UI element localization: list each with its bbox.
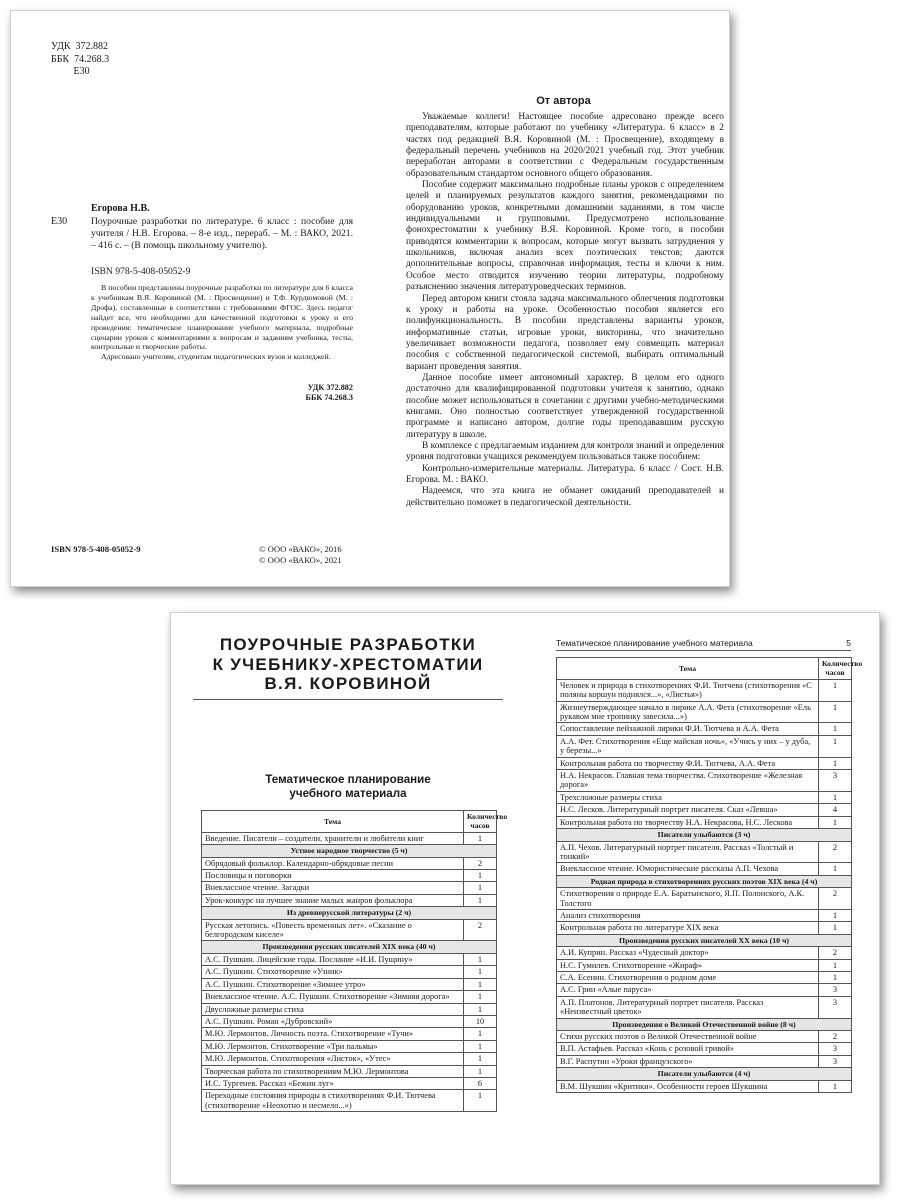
- topic-cell: А.С. Грин «Алые паруса»: [557, 984, 819, 996]
- table-row: [202, 857, 497, 869]
- column-header-topic: Тема: [557, 658, 819, 680]
- table-row: [202, 1077, 497, 1089]
- hours-cell: 1: [464, 870, 497, 882]
- table-row: [557, 1043, 852, 1055]
- planning-table-right: [556, 657, 863, 1093]
- udk-right: [91, 383, 353, 403]
- table-row: [202, 919, 497, 941]
- book-title-line: В.Я. КОРОВИНОЙ: [264, 674, 432, 693]
- table-row: [202, 978, 497, 990]
- hours-cell: 1: [464, 1028, 497, 1040]
- table-row: [557, 791, 852, 803]
- table-row: [202, 832, 497, 844]
- topic-cell: А.П. Платонов. Литературный портрет писателя. Рассказ «Неизвестный цветок»: [557, 996, 819, 1018]
- topic-cell: Человек и природа в стихотворениях Ф.И. Тютчева (стихотворения «С поляны коршун поднялся...», «Листья»): [557, 679, 819, 701]
- topic-cell: Н.С. Лесков. Литературный портрет писателя. Сказ «Левша»: [557, 804, 819, 816]
- hours-cell: 1: [819, 791, 852, 803]
- book-title: [193, 635, 503, 694]
- hours-cell: 1: [464, 966, 497, 978]
- hours-cell: 1: [819, 909, 852, 921]
- title-divider: [193, 699, 503, 700]
- author-name: Егорова Н.В.: [91, 203, 150, 214]
- section-header-row: [557, 829, 852, 841]
- hours-cell: 1: [819, 701, 852, 723]
- book-title-line: ПОУРОЧНЫЕ РАЗРАБОТКИ: [219, 635, 477, 654]
- topic-cell: Анализ стихотворения: [557, 909, 819, 921]
- udk-block: [51, 41, 109, 79]
- topic-cell: Контрольная работа по литературе XIX века: [557, 922, 819, 934]
- table-row: [557, 888, 852, 910]
- table-row: [557, 971, 852, 983]
- section-header-cell: Родная природа в стихотворениях русских поэтов XIX века (4 ч): [557, 875, 852, 887]
- section-header-cell: Устное народное творчество (5 ч): [202, 845, 497, 857]
- topic-cell: Пословицы и поговорки: [202, 870, 464, 882]
- hours-cell: 1: [464, 1090, 497, 1112]
- section-header-cell: Произведения русских писателей XX века (10 ч): [557, 934, 852, 946]
- table-row: [557, 922, 852, 934]
- table-row: [202, 966, 497, 978]
- hours-cell: 1: [819, 959, 852, 971]
- column-header-hours: Количество часов: [819, 658, 852, 680]
- running-head: [556, 638, 851, 651]
- hours-cell: 1: [819, 735, 852, 757]
- table-row: [202, 870, 497, 882]
- bibliographic-description: Поурочные разработки по литературе. 6 класс : пособие для учителя / Н.В. Егорова. – 8-е изд., перераб. – М. : ВАКО, 2021. – 416 с. – (В помощь школьному учителю).: [91, 216, 353, 252]
- author-code: Е30: [51, 216, 68, 227]
- section-header-row: [202, 907, 497, 919]
- topic-cell: Введение. Писатели – создатели, хранители и любители книг: [202, 832, 464, 844]
- hours-cell: 6: [464, 1077, 497, 1089]
- table-row: [557, 770, 852, 792]
- hours-cell: 4: [819, 804, 852, 816]
- foreword-paragraph: Надеемся, что эта книга не обманет ожиданий преподавателей и действительно поможет в педагогической деятельности.: [406, 486, 724, 508]
- foreword-title: От автора: [536, 95, 591, 107]
- topic-cell: Урок-конкурс на лучшее знание малых жанров фольклора: [202, 894, 464, 906]
- section-header-row: [557, 875, 852, 887]
- table-row: [557, 735, 852, 757]
- section-header-row: [557, 934, 852, 946]
- topic-cell: А.С. Пушкин. Лицейские годы. Послание «И.И. Пущину»: [202, 953, 464, 965]
- hours-cell: 1: [819, 723, 852, 735]
- column-header-topic: Тема: [202, 811, 464, 833]
- table-row: [557, 804, 852, 816]
- section-header-cell: Произведения русских писателей XIX века (40 ч): [202, 941, 497, 953]
- hours-cell: 3: [819, 770, 852, 792]
- topic-cell: В.П. Астафьев. Рассказ «Конь с розовой гривой»: [557, 1043, 819, 1055]
- topic-cell: И.С. Тургенев. Рассказ «Бежин луг»: [202, 1077, 464, 1089]
- table-row: [202, 882, 497, 894]
- hours-cell: 1: [464, 1040, 497, 1052]
- annotation-paragraph: Адресовано учителям, студентам педагогических вузов и колледжей.: [101, 352, 331, 362]
- table-row: [202, 1090, 497, 1112]
- topic-cell: Внеклассное чтение. Загадки: [202, 882, 464, 894]
- copyright-line: © ООО «ВАКО», 2021: [259, 555, 342, 565]
- table-row: [557, 1055, 852, 1067]
- topic-cell: Контрольная работа по творчеству Ф.И. Тютчева, А.А. Фета: [557, 757, 819, 769]
- udk-right-line: УДК 372.882: [307, 383, 353, 392]
- hours-cell: 2: [819, 947, 852, 959]
- section-header-cell: Произведения о Великой Отечественной войне (8 ч): [557, 1018, 852, 1030]
- table-row: [557, 984, 852, 996]
- isbn: ISBN 978-5-408-05052-9: [91, 266, 191, 277]
- hours-cell: 2: [819, 888, 852, 910]
- hours-cell: 2: [819, 841, 852, 863]
- table-row: [557, 959, 852, 971]
- table-row: [202, 991, 497, 1003]
- table-row: [202, 1028, 497, 1040]
- topic-cell: В.М. Шукшин «Критики». Особенности героев Шукшина: [557, 1080, 819, 1092]
- topic-cell: М.Ю. Лермонтов. Личность поэта. Стихотворение «Тучи»: [202, 1028, 464, 1040]
- hours-cell: 1: [464, 991, 497, 1003]
- hours-cell: 3: [819, 996, 852, 1018]
- table-row: [202, 1065, 497, 1077]
- page-number: 5: [846, 638, 851, 648]
- section-header-cell: Из древнерусской литературы (2 ч): [202, 907, 497, 919]
- hours-cell: 3: [819, 1043, 852, 1055]
- topic-cell: А.С. Пушкин. Стихотворение «Узник»: [202, 966, 464, 978]
- hours-cell: 2: [464, 857, 497, 869]
- udk-line: УДК 372.882: [51, 41, 109, 52]
- table-row: [202, 1015, 497, 1027]
- foreword-paragraph: Перед автором книги стояла задача максимального облегчения подготовки к уроку и работы на уроке. Особенностью пособия является его полифункциональность. В пособии представлены варианты уроков, информативные статьи, игровые уроки, викторины, что значительно увеличивает возможности педагога, позволяет ему совмещать материал пособия с собственной педагогической системой, выбирать оптимальный вариант проведения занятия.: [406, 293, 724, 372]
- bbk-right-line: ББК 74.268.3: [305, 393, 353, 402]
- topic-cell: Н.А. Некрасов. Главная тема творчества. Стихотворение «Железная дорога»: [557, 770, 819, 792]
- foreword-paragraph: Контрольно-измерительные материалы. Литература. 6 класс / Сост. Н.В. Егорова. М. : ВАКО.: [406, 463, 724, 485]
- topic-cell: А.А. Фет. Стихотворения «Еще майская ночь», «Учись у них – у дуба, у березы...»: [557, 735, 819, 757]
- table-row: [202, 1053, 497, 1065]
- copyright-line: © ООО «ВАКО», 2016: [259, 544, 342, 554]
- hours-cell: 1: [819, 816, 852, 828]
- topic-cell: Двусложные размеры стиха: [202, 1003, 464, 1015]
- table-row: [557, 679, 852, 701]
- table-row: [557, 996, 852, 1018]
- hours-cell: 1: [464, 1065, 497, 1077]
- foreword-paragraph: Уважаемые коллеги! Настоящее пособие адресовано прежде всего преподавателям, которые работают по учебнику «Литература. 6 класс» в 2 частях под редакцией В.Я. Коровиной (М. : Просвещение), входящему в федеральный перечень учебников на 2020/2021 учебный год. Этот учебник переработан авторами в соответствии с Федеральным государственным образовательным стандартом основного общего образования.: [406, 112, 724, 179]
- table-row: [557, 1080, 852, 1092]
- hours-cell: 2: [464, 919, 497, 941]
- topic-cell: Стихи русских поэтов о Великой Отечественной войне: [557, 1031, 819, 1043]
- hours-cell: 1: [464, 1003, 497, 1015]
- hours-cell: 1: [464, 953, 497, 965]
- column-header-hours: Количество часов: [464, 811, 497, 833]
- section-title-line: Тематическое планирование: [265, 773, 431, 786]
- topic-cell: Трехсложные размеры стиха: [557, 791, 819, 803]
- topic-cell: А.С. Пушкин. Роман «Дубровский»: [202, 1015, 464, 1027]
- section-header-row: [557, 1018, 852, 1030]
- topic-cell: Творческая работа по стихотворениям М.Ю. Лермонтова: [202, 1065, 464, 1077]
- planning-page-spread: [170, 612, 880, 1185]
- topic-cell: С.А. Есенин. Стихотворения о родном доме: [557, 971, 819, 983]
- hours-cell: 1: [819, 863, 852, 875]
- foreword-text: [406, 112, 724, 509]
- copyright: [259, 544, 342, 566]
- section-header-cell: Писатели улыбаются (4 ч): [557, 1068, 852, 1080]
- bottom-isbn: ISBN 978-5-408-05052-9: [51, 544, 141, 554]
- hours-cell: 1: [819, 971, 852, 983]
- section-header-row: [557, 1068, 852, 1080]
- table-row: [557, 1031, 852, 1043]
- hours-cell: 1: [819, 757, 852, 769]
- topic-cell: Внеклассное чтение. Юмористические рассказы А.П. Чехова: [557, 863, 819, 875]
- topic-cell: А.П. Чехов. Литературный портрет писателя. Рассказ «Толстый и тонкий»: [557, 841, 819, 863]
- planning-table-left: [201, 810, 508, 1112]
- section-header-row: [202, 941, 497, 953]
- book-title-line: К УЧЕБНИКУ-ХРЕСТОМАТИИ: [212, 654, 484, 674]
- topic-cell: Контрольная работа по творчеству Н.А. Некрасова, Н.С. Лескова: [557, 816, 819, 828]
- topic-cell: А.И. Куприн. Рассказ «Чудесный доктор»: [557, 947, 819, 959]
- imprint-page: [11, 11, 356, 586]
- hours-cell: 1: [464, 882, 497, 894]
- topic-cell: Русская летопись. «Повесть временных лет». «Сказание о белгородском киселе»: [202, 919, 464, 941]
- hours-cell: 1: [464, 1053, 497, 1065]
- table-row: [202, 1040, 497, 1052]
- topic-cell: Сопоставление пейзажной лирики Ф.И. Тютчева и А.А. Фета: [557, 723, 819, 735]
- code-line: Е30: [51, 66, 90, 77]
- section-title: [193, 773, 503, 801]
- table-row: [202, 953, 497, 965]
- bbk-line: ББК 74.268.3: [51, 53, 110, 65]
- hours-cell: 1: [464, 832, 497, 844]
- topic-cell: Н.С. Гумилев. Стихотворение «Жираф»: [557, 959, 819, 971]
- topic-cell: А.С. Пушкин. Стихотворение «Зимнее утро»: [202, 978, 464, 990]
- foreword-paragraph: Данное пособие имеет автономный характер. В целом его одного достаточно для квалифицированной подготовки учителя к занятию, однако пособие может использоваться в сочетании с другими учебно-методическими книгами. Оно полностью соответствует утвержденной государственной программе и написано автором, долгие годы преподававшим русскую литературу в школе.: [406, 372, 724, 440]
- table-row: [557, 816, 852, 828]
- hours-cell: 1: [819, 679, 852, 701]
- table-row: [557, 757, 852, 769]
- topic-cell: М.Ю. Лермонтов. Стихотворения «Листок», «Утес»: [202, 1053, 464, 1065]
- annotation: [91, 283, 353, 362]
- topic-cell: Переходные состояния природы в стихотворениях Ф.И. Тютчева (стихотворение «Неохотно и несмело...»): [202, 1090, 464, 1112]
- foreword-paragraph: В комплексе с предлагаемым изданием для контроля знаний и определения уровня подготовки учащихся рекомендуем пользоваться также пособием:: [406, 440, 724, 463]
- foreword-paragraph: Пособие содержит максимально подробные планы уроков с определением целей и планируемых результатов каждого занятия, рекомендациями по оборудованию уроков, конкретными домашними заданиями, в том числе индивидуальными и групповыми. Предусмотрено использование фонохрестоматии к учебнику В.Я. Коровиной. Кроме того, в пособии приводятся комментарии к вопросам, которые могут вызвать затруднения у школьников, включая анализ всех поэтических текстов; даются дополнительные вопросы, справочная информация, тесты и ключи к ним. Особое место отводится изучению теории литературы, подробному разъяснению значения литературоведческих терминов.: [406, 180, 724, 293]
- topic-cell: Внеклассное чтение. А.С. Пушкин. Стихотворение «Зимняя дорога»: [202, 991, 464, 1003]
- section-title-line: учебного материала: [289, 787, 407, 800]
- section-header-cell: Писатели улыбаются (3 ч): [557, 829, 852, 841]
- hours-cell: 1: [464, 894, 497, 906]
- topic-cell: Обрядовый фольклор. Календарно-обрядовые песни: [202, 857, 464, 869]
- topic-cell: В.Г. Распутин «Уроки французского»: [557, 1055, 819, 1067]
- topic-cell: Жизнеутверждающее начало в лирике А.А. Фета (стихотворение «Ель рукавом мне тропинку завесила...»): [557, 701, 819, 723]
- hours-cell: 10: [464, 1015, 497, 1027]
- hours-cell: 1: [819, 1080, 852, 1092]
- table-row: [557, 909, 852, 921]
- table-row: [557, 701, 852, 723]
- hours-cell: 2: [819, 1031, 852, 1043]
- annotation-paragraph: В пособии представлены поурочные разработки по литературе для 6 класса к учебникам В.Я. Коровиной (М. : Просвещение) и Т.Ф. Курдюмовой (М. : Дрофа), составленные в соответствии с требованиями ФГОС. Здесь педагог найдет все, что необходимо для качественной подготовки к уроку и его проведения: тематическое планирование учебного материала, подробные сценарии уроков с комментариями к вопросам и заданиям учебника, тесты, контрольные и творческие работы.: [91, 283, 353, 352]
- hours-cell: 1: [464, 978, 497, 990]
- hours-cell: 3: [819, 1055, 852, 1067]
- table-row: [557, 947, 852, 959]
- hours-cell: 1: [819, 922, 852, 934]
- section-header-row: [202, 845, 497, 857]
- topic-cell: М.Ю. Лермонтов. Стихотворение «Три пальмы»: [202, 1040, 464, 1052]
- table-row: [202, 894, 497, 906]
- table-row: [202, 1003, 497, 1015]
- table-row: [557, 723, 852, 735]
- hours-cell: 3: [819, 984, 852, 996]
- topic-cell: Стихотворения о природе Е.А. Баратынского, Я.П. Полонского, А.К. Толстого: [557, 888, 819, 910]
- foreword-page: [401, 11, 726, 586]
- imprint-page-spread: [10, 10, 730, 587]
- running-head-title: Тематическое планирование учебного материала: [556, 638, 753, 648]
- table-row: [557, 841, 852, 863]
- table-row: [557, 863, 852, 875]
